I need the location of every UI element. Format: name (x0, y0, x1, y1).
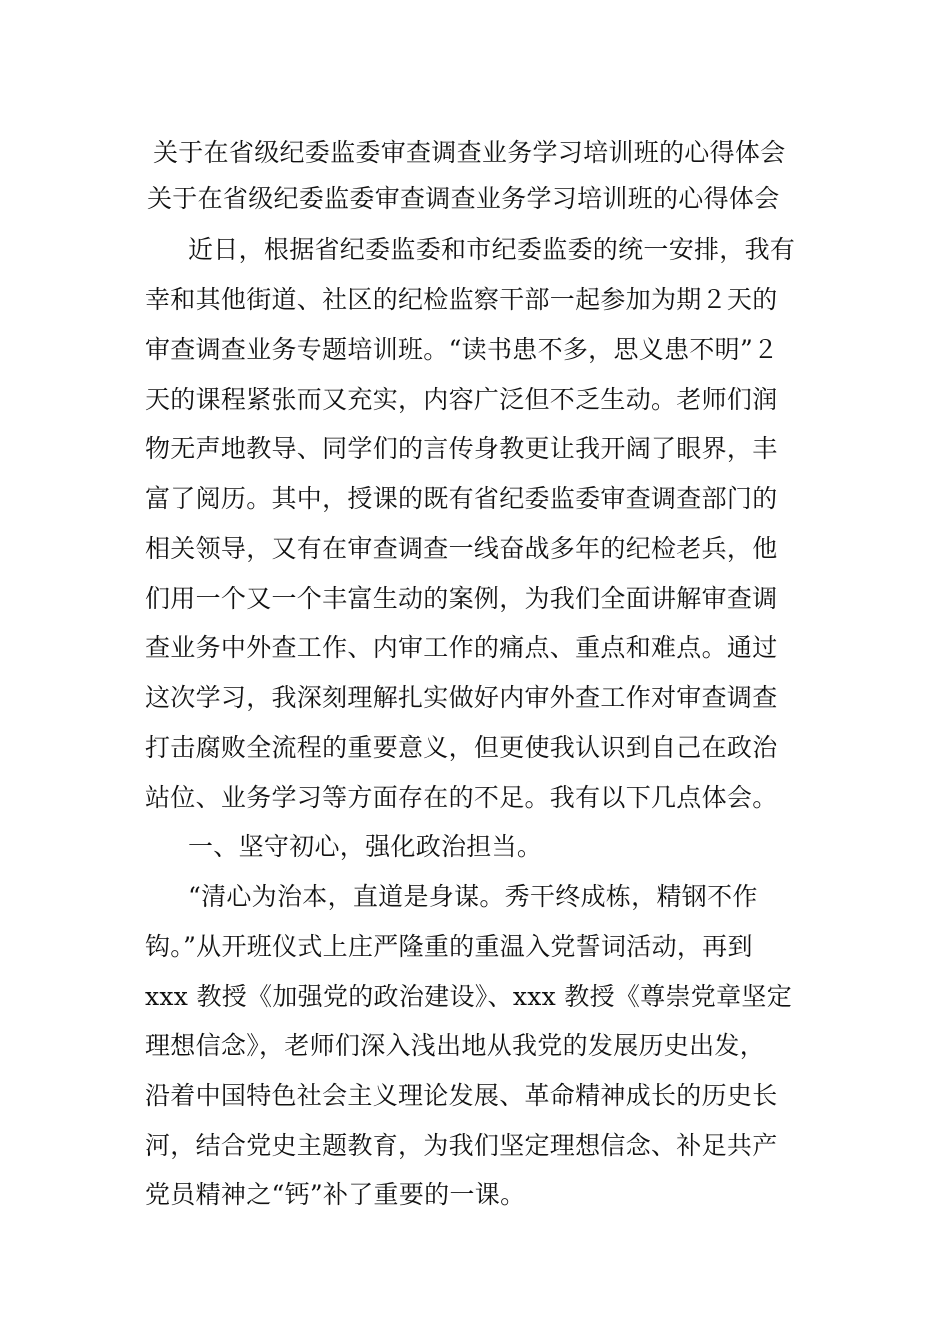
document-title-repeat: 关于在省级纪委监委审查调查业务学习培训班的心得体会 (147, 184, 780, 213)
paragraph-2-line-4: 理想信念》，老师们深入浅出地从我党的发展历史出发， (145, 1031, 766, 1060)
paragraph-2-line-6: 河，结合党史主题教育，为我们坚定理想信念、补足共产 (145, 1131, 778, 1160)
paragraph-2-line-1: “清心为治本，直道是身谋。秀干终成栋，精钢不作 (188, 882, 758, 911)
paragraph-1-line-12: 站位、业务学习等方面存在的不足。我有以下几点体会。 (145, 783, 778, 812)
paragraph-1-line-10: 这次学习，我深刻理解扎实做好内审外查工作对审查调查 (145, 683, 778, 712)
paragraph-1-line-8: 们用一个又一个丰富生动的案例，为我们全面讲解审查调 (145, 584, 778, 613)
section-heading-1: 一、坚守初心，强化政治担当。 (188, 832, 543, 861)
paragraph-2-line-7: 党员精神之“钙”补了重要的一课。 (145, 1180, 526, 1209)
paragraph-1-line-1: 近日，根据省纪委监委和市纪委监委的统一安排，我有 (188, 235, 796, 264)
paragraph-2-line-2: 钩。”从开班仪式上庄严隆重的重温入党誓词活动，再到 (145, 932, 753, 961)
paragraph-1-line-7: 相关领导，又有在审查调查一线奋战多年的纪检老兵，他 (145, 534, 778, 563)
paragraph-1-line-4: 天的课程紧张而又充实，内容广泛但不乏生动。老师们润 (145, 385, 778, 414)
paragraph-2-line-5: 沿着中国特色社会主义理论发展、革命精神成长的历史长 (145, 1081, 778, 1110)
paragraph-1-line-11: 打击腐败全流程的重要意义，但更使我认识到自己在政治 (145, 733, 778, 762)
paragraph-1-line-9: 查业务中外查工作、内审工作的痛点、重点和难点。通过 (145, 633, 778, 662)
paragraph-1-line-6: 富了阅历。其中，授课的既有省纪委监委审查调查部门的 (145, 484, 778, 513)
paragraph-1-line-2: 幸和其他街道、社区的纪检监察干部一起参加为期２天的 (145, 285, 778, 314)
paragraph-2-line-3: xxx 教授《加强党的政治建设》、xxx 教授《尊崇党章坚定 (145, 982, 792, 1011)
document-title: 关于在省级纪委监委审查调查业务学习培训班的心得体会 (153, 138, 786, 167)
paragraph-1-line-5: 物无声地教导、同学们的言传身教更让我开阔了眼界，丰 (145, 434, 778, 463)
paragraph-1-line-3: 审查调查业务专题培训班。“读书患不多，思义患不明”２ (145, 335, 779, 364)
